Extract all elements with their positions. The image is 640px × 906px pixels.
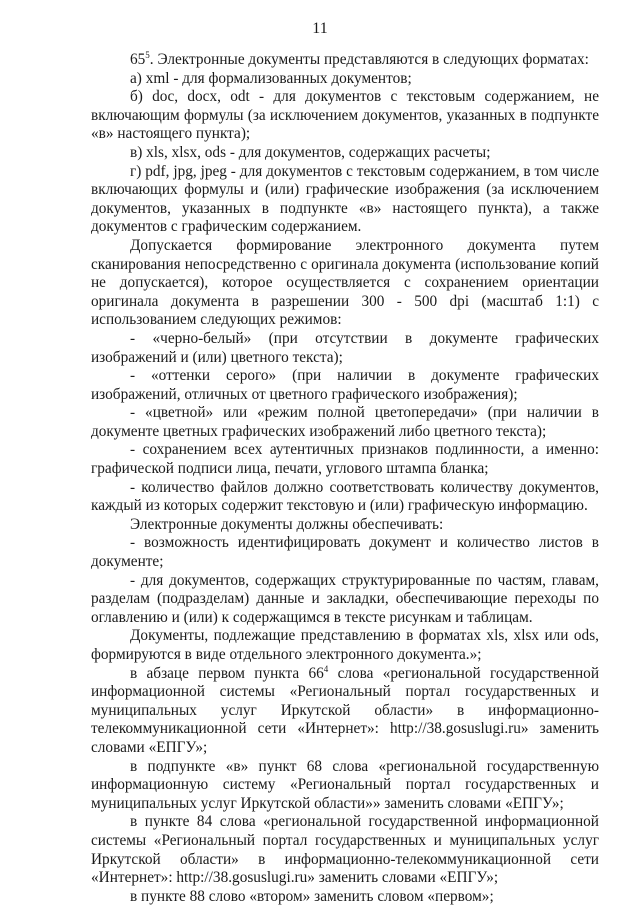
paragraph: - для документов, содержащих структурированные по частям, главам, разделам (подразделам) данные и закладки, обеспечивающие переходы по оглавлению и (или) к содержащимся в тексте рисункам и таблицам. [91, 571, 599, 626]
page-number: 11 [312, 20, 328, 37]
superscript: 4 [323, 663, 329, 674]
paragraph: Электронные документы должны обеспечивать: [130, 515, 444, 533]
paragraph: г) pdf, jpg, jpeg - для документов с текстовым содержанием, в том числе включающих формулы и (или) графические изображения (за исключением документов, указанных в подпункте «в» настоящего пункта), а также документов с графическим содержанием. [91, 162, 599, 236]
paragraph: в подпункте «в» пункт 68 слова «региональной государственную информационную систему «Региональный портал государственных и муниципальных услуг Иркутской области»» заменить словами «ЕПГУ»; [91, 757, 599, 812]
paragraph: б) doc, docx, odt - для документов с текстовым содержанием, не включающим формулы (за исключением документов, указанных в подпункте «в» настоящего пункта); [91, 88, 599, 143]
paragraph: - сохранением всех аутентичных признаков подлинности, а именно: графической подписи лица, печати, углового штампа бланка; [91, 441, 599, 478]
paragraph: - количество файлов должно соответствовать количеству документов, каждый из которых содержит текстовую и (или) графическую информацию. [91, 478, 599, 515]
paragraph: Документы, подлежащие представлению в форматах xls, xlsx или ods, формируются в виде отдельного электронного документа.»; [91, 627, 599, 663]
paragraph: в абзаце первом пункта $66^4$ слова «региональной государственной информационной системы «Региональный портал государственных и муниципальных услуг Иркутской области» в информационно-телекоммуникационной сети «Интернет»: http://38.gosuslugi.ru» заменить словами «ЕПГУ»; [91, 663, 600, 756]
paragraph: - «оттенки серого» (при наличии в документе графических изображений, отличных от цветного графического изображения); [91, 367, 599, 403]
paragraph: в пункте 88 слово «втором» заменить словом «первом»; [130, 887, 494, 905]
paragraph: - «черно-белый» (при отсутствии в документе графических изображений и (или) цветного текста); [91, 329, 599, 366]
paragraph: - «цветной» или «режим полной цветопередачи» (при наличии в документе цветных графических изображений либо цветного текста); [91, 404, 599, 440]
paragraph: а) xml - для формализованных документов; [130, 69, 412, 87]
paragraph: $65^5$. Электронные документы представляются в следующих форматах: [130, 50, 589, 68]
document-body [91, 51, 599, 906]
superscript: 5 [145, 50, 150, 60]
paragraph: - возможность идентифицировать документ и количество листов в документе; [91, 534, 599, 571]
paragraph: в пункте 84 слова «региональной государственной информационной системы «Региональный портал государственных и муниципальных услуг Иркутской области» в информационно-телекоммуникационной сети «Интернет»: http://38.gosuslugi.ru» заменить словами «ЕПГУ»; [91, 813, 599, 887]
paragraph: Допускается формирование электронного документа путем сканирования непосредственно с оригинала документа (использование копий не допускается), которое осуществляется с сохранением ориентации оригинала документа в разрешении 300 - 500 dpi (масштаб 1:1) с использованием следующих режимов: [91, 236, 599, 329]
paragraph: в) xls, xlsx, ods - для документов, содержащих расчеты; [130, 143, 491, 161]
